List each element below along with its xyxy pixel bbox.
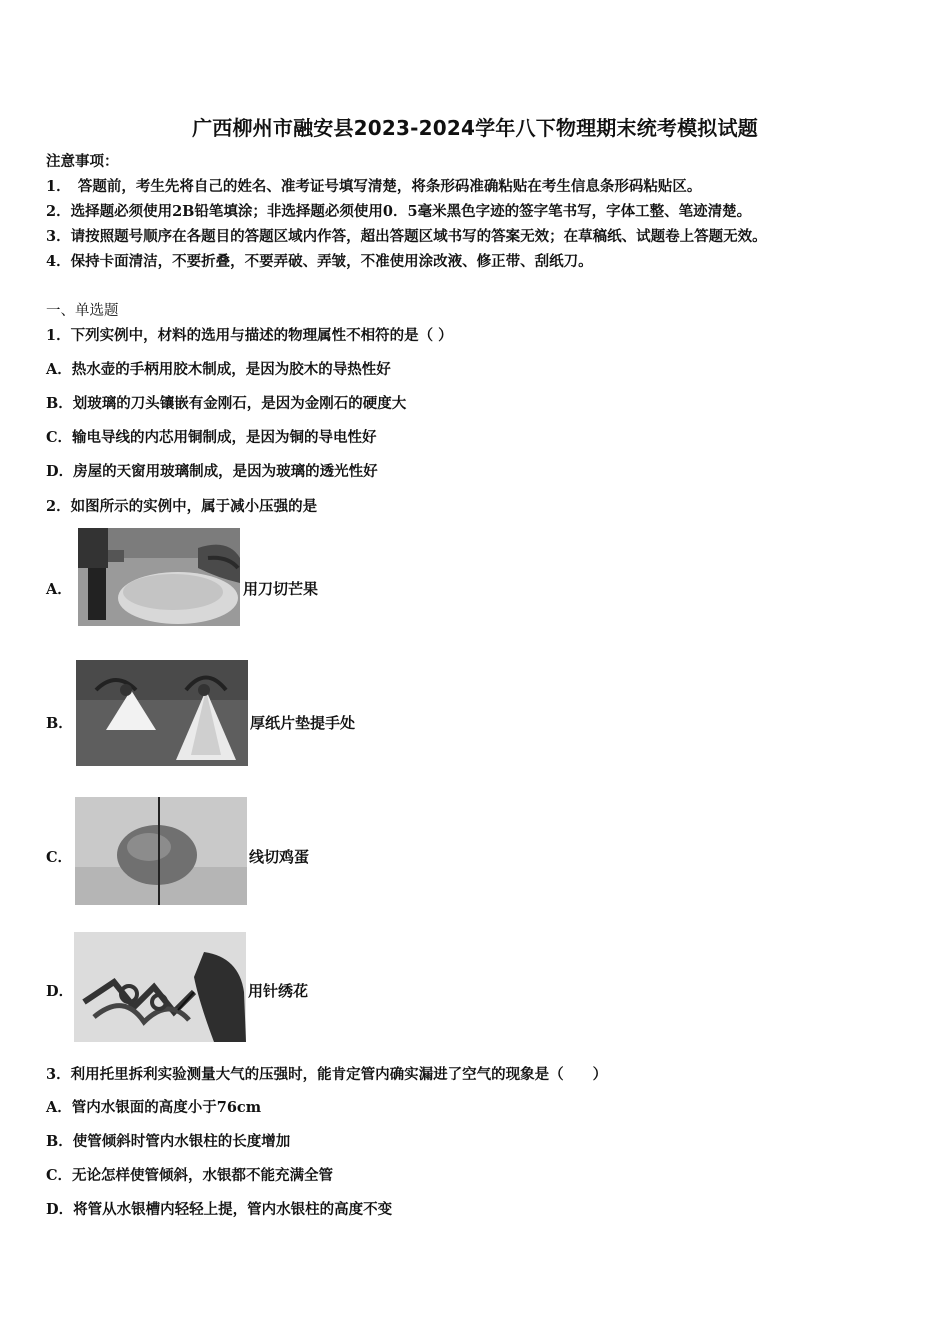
q2-option-d-caption: 用针绣花 (248, 982, 309, 1000)
q2-option-b-label: B． (46, 715, 73, 732)
q2-option-a-caption: 用刀切芒果 (243, 580, 319, 598)
q1-option-a: A．热水壶的手柄用胶木制成，是因为胶木的导热性好 (46, 361, 391, 378)
q3-option-b: B．使管倾斜时管内水银柱的长度增加 (46, 1133, 291, 1150)
q3-stem: 3．利用托里拆利实验测量大气的压强时，能肯定管内确实漏进了空气的现象是（ ） (46, 1066, 608, 1083)
knife-mango-photo (78, 528, 240, 626)
notice-item-1: 1． 答题前，考生先将自己的姓名、准考证号填写清楚，将条形码准确粘贴在考生信息条形码粘贴区。 (46, 178, 702, 195)
thread-egg-photo (75, 797, 247, 905)
q2-option-d-label: D． (46, 983, 74, 1000)
paper-pad-photo (76, 660, 248, 766)
q2-option-b-caption: 厚纸片垫提手处 (250, 714, 356, 732)
q2-stem: 2．如图所示的实例中，属于减小压强的是 (46, 498, 318, 515)
embroidery-photo (74, 932, 246, 1042)
q2-option-c-caption: 线切鸡蛋 (249, 848, 310, 866)
notice-heading: 注意事项： (46, 153, 119, 170)
page-title: 广西柳州市融安县2023-2024学年八下物理期末统考模拟试题 (192, 116, 758, 140)
q3-option-c: C．无论怎样使管倾斜，水银都不能充满全管 (46, 1167, 334, 1184)
q2-option-c-label: C． (46, 849, 73, 866)
q1-option-c: C．输电导线的内芯用铜制成，是因为铜的导电性好 (46, 429, 377, 446)
q1-option-d: D．房屋的天窗用玻璃制成，是因为玻璃的透光性好 (46, 463, 378, 480)
notice-item-3: 3．请按照题号顺序在各题目的答题区域内作答，超出答题区域书写的答案无效；在草稿纸、试题卷上答题无效。 (46, 228, 767, 245)
q1-stem: 1．下列实例中，材料的选用与描述的物理属性不相符的是（ ） (46, 327, 453, 344)
section-heading: 一、单选题 (46, 303, 119, 319)
notice-item-2: 2．选择题必须使用2B铅笔填涂；非选择题必须使用0．5毫米黑色字迹的签字笔书写，字体工整、笔迹清楚。 (46, 203, 752, 220)
q2-option-a-label: A． (46, 581, 72, 598)
q3-option-d: D．将管从水银槽内轻轻上提，管内水银柱的高度不变 (46, 1201, 393, 1218)
q3-option-a: A．管内水银面的高度小于76cm (46, 1099, 262, 1116)
q1-option-b: B．划玻璃的刀头镶嵌有金刚石，是因为金刚石的硬度大 (46, 395, 407, 412)
notice-item-4: 4．保持卡面清洁，不要折叠，不要弄破、弄皱，不准使用涂改液、修正带、刮纸刀。 (46, 253, 593, 270)
